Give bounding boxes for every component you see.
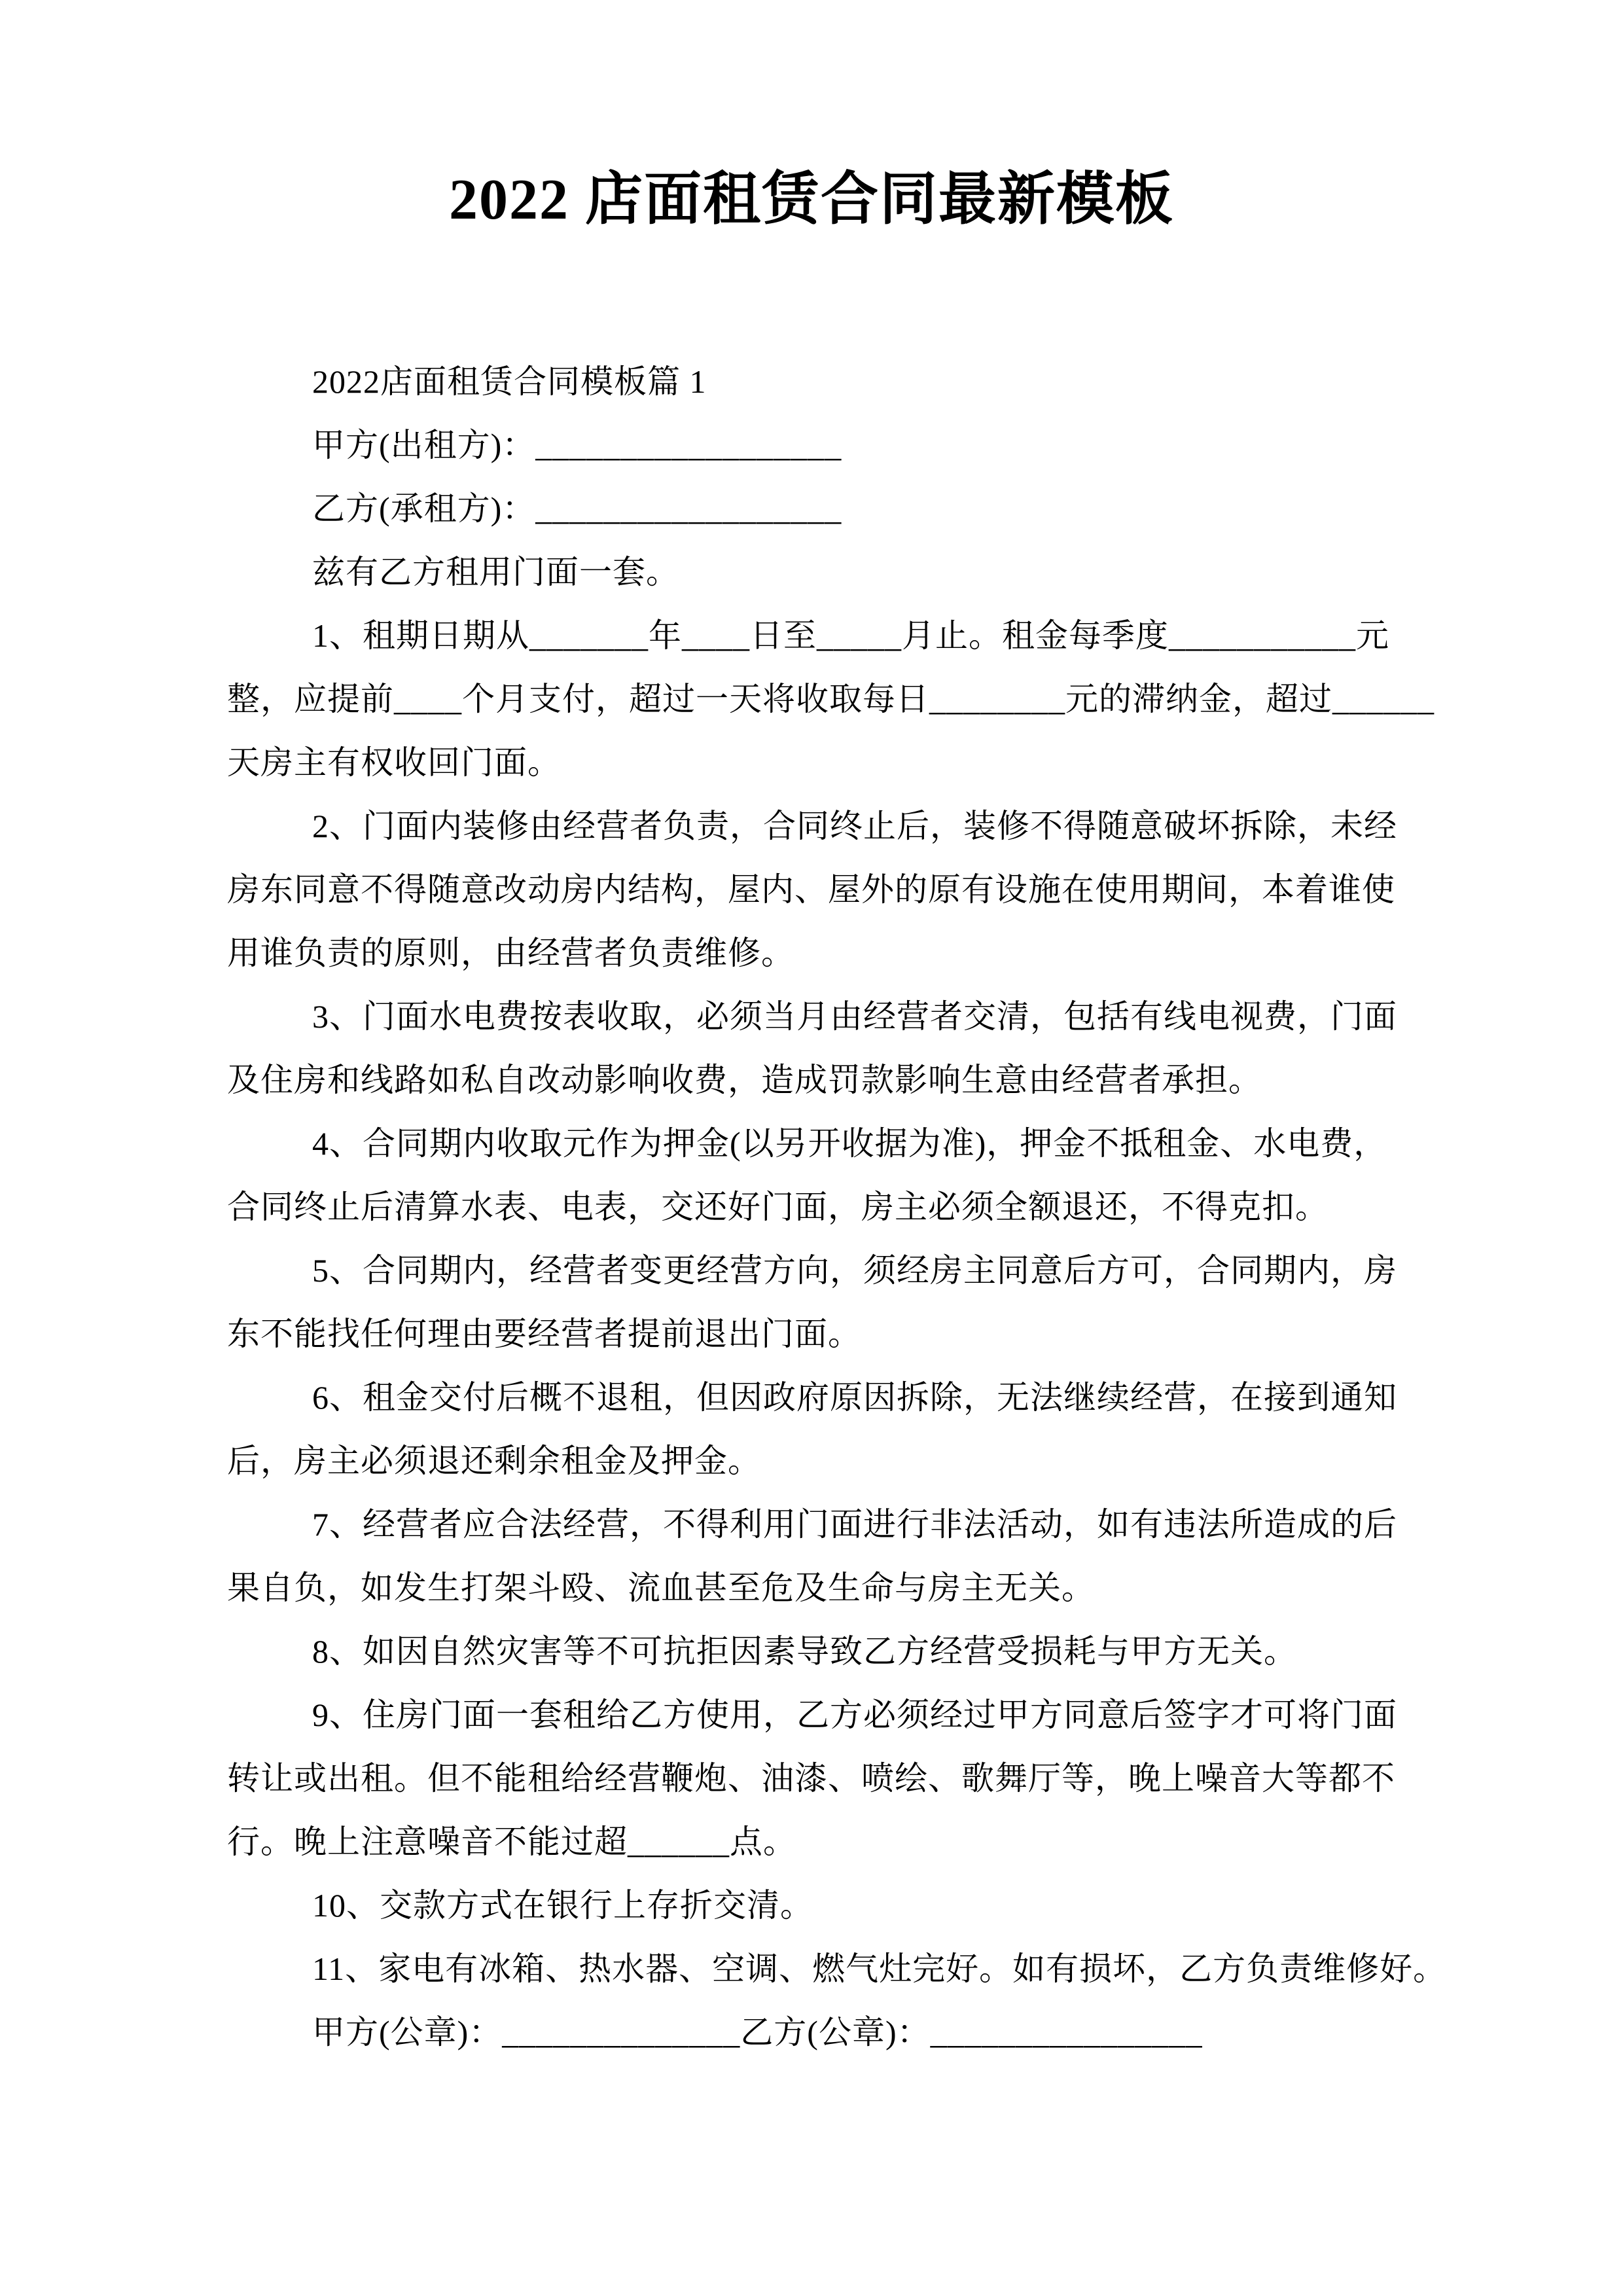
clause-7-line-2: 果自负，如发生打架斗殴、流血甚至危及生命与房主无关。 (227, 1570, 1095, 1606)
party-b-line: 乙方(承租方)：__________________ (312, 490, 842, 527)
subtitle: 2022店面租赁合同模板篇 1 (312, 363, 707, 400)
clause-9-line-3: 行。晚上注意噪音不能过超______点。 (227, 1823, 796, 1860)
clause-2-line-3: 用谁负责的原则，由经营者负责维修。 (227, 935, 794, 971)
clause-8-line-1: 8、如因自然灾害等不可抗拒因素导致乙方经营受损耗与甲方无关。 (312, 1633, 1297, 1670)
clause-1-line-1: 1、租期日期从_______年____日至_____月止。租金每季度___________元 (312, 617, 1389, 654)
clause-10-line-1: 10、交款方式在银行上存折交清。 (312, 1887, 813, 1924)
preamble-line: 兹有乙方租用门面一套。 (312, 554, 679, 590)
clause-3-line-2: 及住房和线路如私自改动影响收费，造成罚款影响生意由经营者承担。 (227, 1062, 1262, 1098)
document-title: 2022 店面租赁合同最新模板 (448, 168, 1174, 232)
clause-2-line-1: 2、门面内装修由经营者负责，合同终止后，装修不得随意破坏拆除，未经 (312, 808, 1397, 844)
clause-3-line-1: 3、门面水电费按表收取，必须当月由经营者交清，包括有线电视费，门面 (312, 998, 1397, 1035)
clause-1-line-2: 整，应提前____个月支付，超过一天将收取每日________元的滞纳金，超过______ (227, 681, 1435, 717)
clause-4-line-1: 4、合同期内收取元作为押金(以另开收据为准)，押金不抵租金、水电费， (312, 1125, 1387, 1162)
clause-5-line-1: 5、合同期内，经营者变更经营方向，须经房主同意后方可，合同期内，房 (312, 1252, 1397, 1289)
clause-1-line-3: 天房主有权收回门面。 (227, 744, 561, 781)
clause-11-line-1: 11、家电有冰箱、热水器、空调、燃气灶完好。如有损坏，乙方负责维修好。 (312, 1950, 1447, 1987)
clause-4-line-2: 合同终止后清算水表、电表，交还好门面，房主必须全额退还，不得克扣。 (227, 1189, 1329, 1225)
clause-9-line-2: 转让或出租。但不能租给经营鞭炮、油漆、喷绘、歌舞厅等，晚上噪音大等都不 (227, 1760, 1395, 1797)
clause-5-line-2: 东不能找任何理由要经营者提前退出门面。 (227, 1316, 861, 1352)
document-body (227, 350, 1447, 2064)
clause-7-line-1: 7、经营者应合法经营，不得利用门面进行非法活动，如有违法所造成的后 (312, 1506, 1397, 1543)
clause-9-line-1: 9、住房门面一套租给乙方使用，乙方必须经过甲方同意后签字才可将门面 (312, 1696, 1397, 1733)
clause-2-line-2: 房东同意不得随意改动房内结构，屋内、屋外的原有设施在使用期间，本着谁使 (227, 871, 1395, 908)
clause-6-line-1: 6、租金交付后概不退租，但因政府原因拆除，无法继续经营，在接到通知 (312, 1379, 1397, 1416)
clause-6-line-2: 后，房主必须退还剩余租金及押金。 (227, 1443, 761, 1479)
signature-line: 甲方(公章)：______________乙方(公章)：________________ (312, 2014, 1203, 2051)
party-a-line: 甲方(出租方)：__________________ (312, 427, 842, 463)
